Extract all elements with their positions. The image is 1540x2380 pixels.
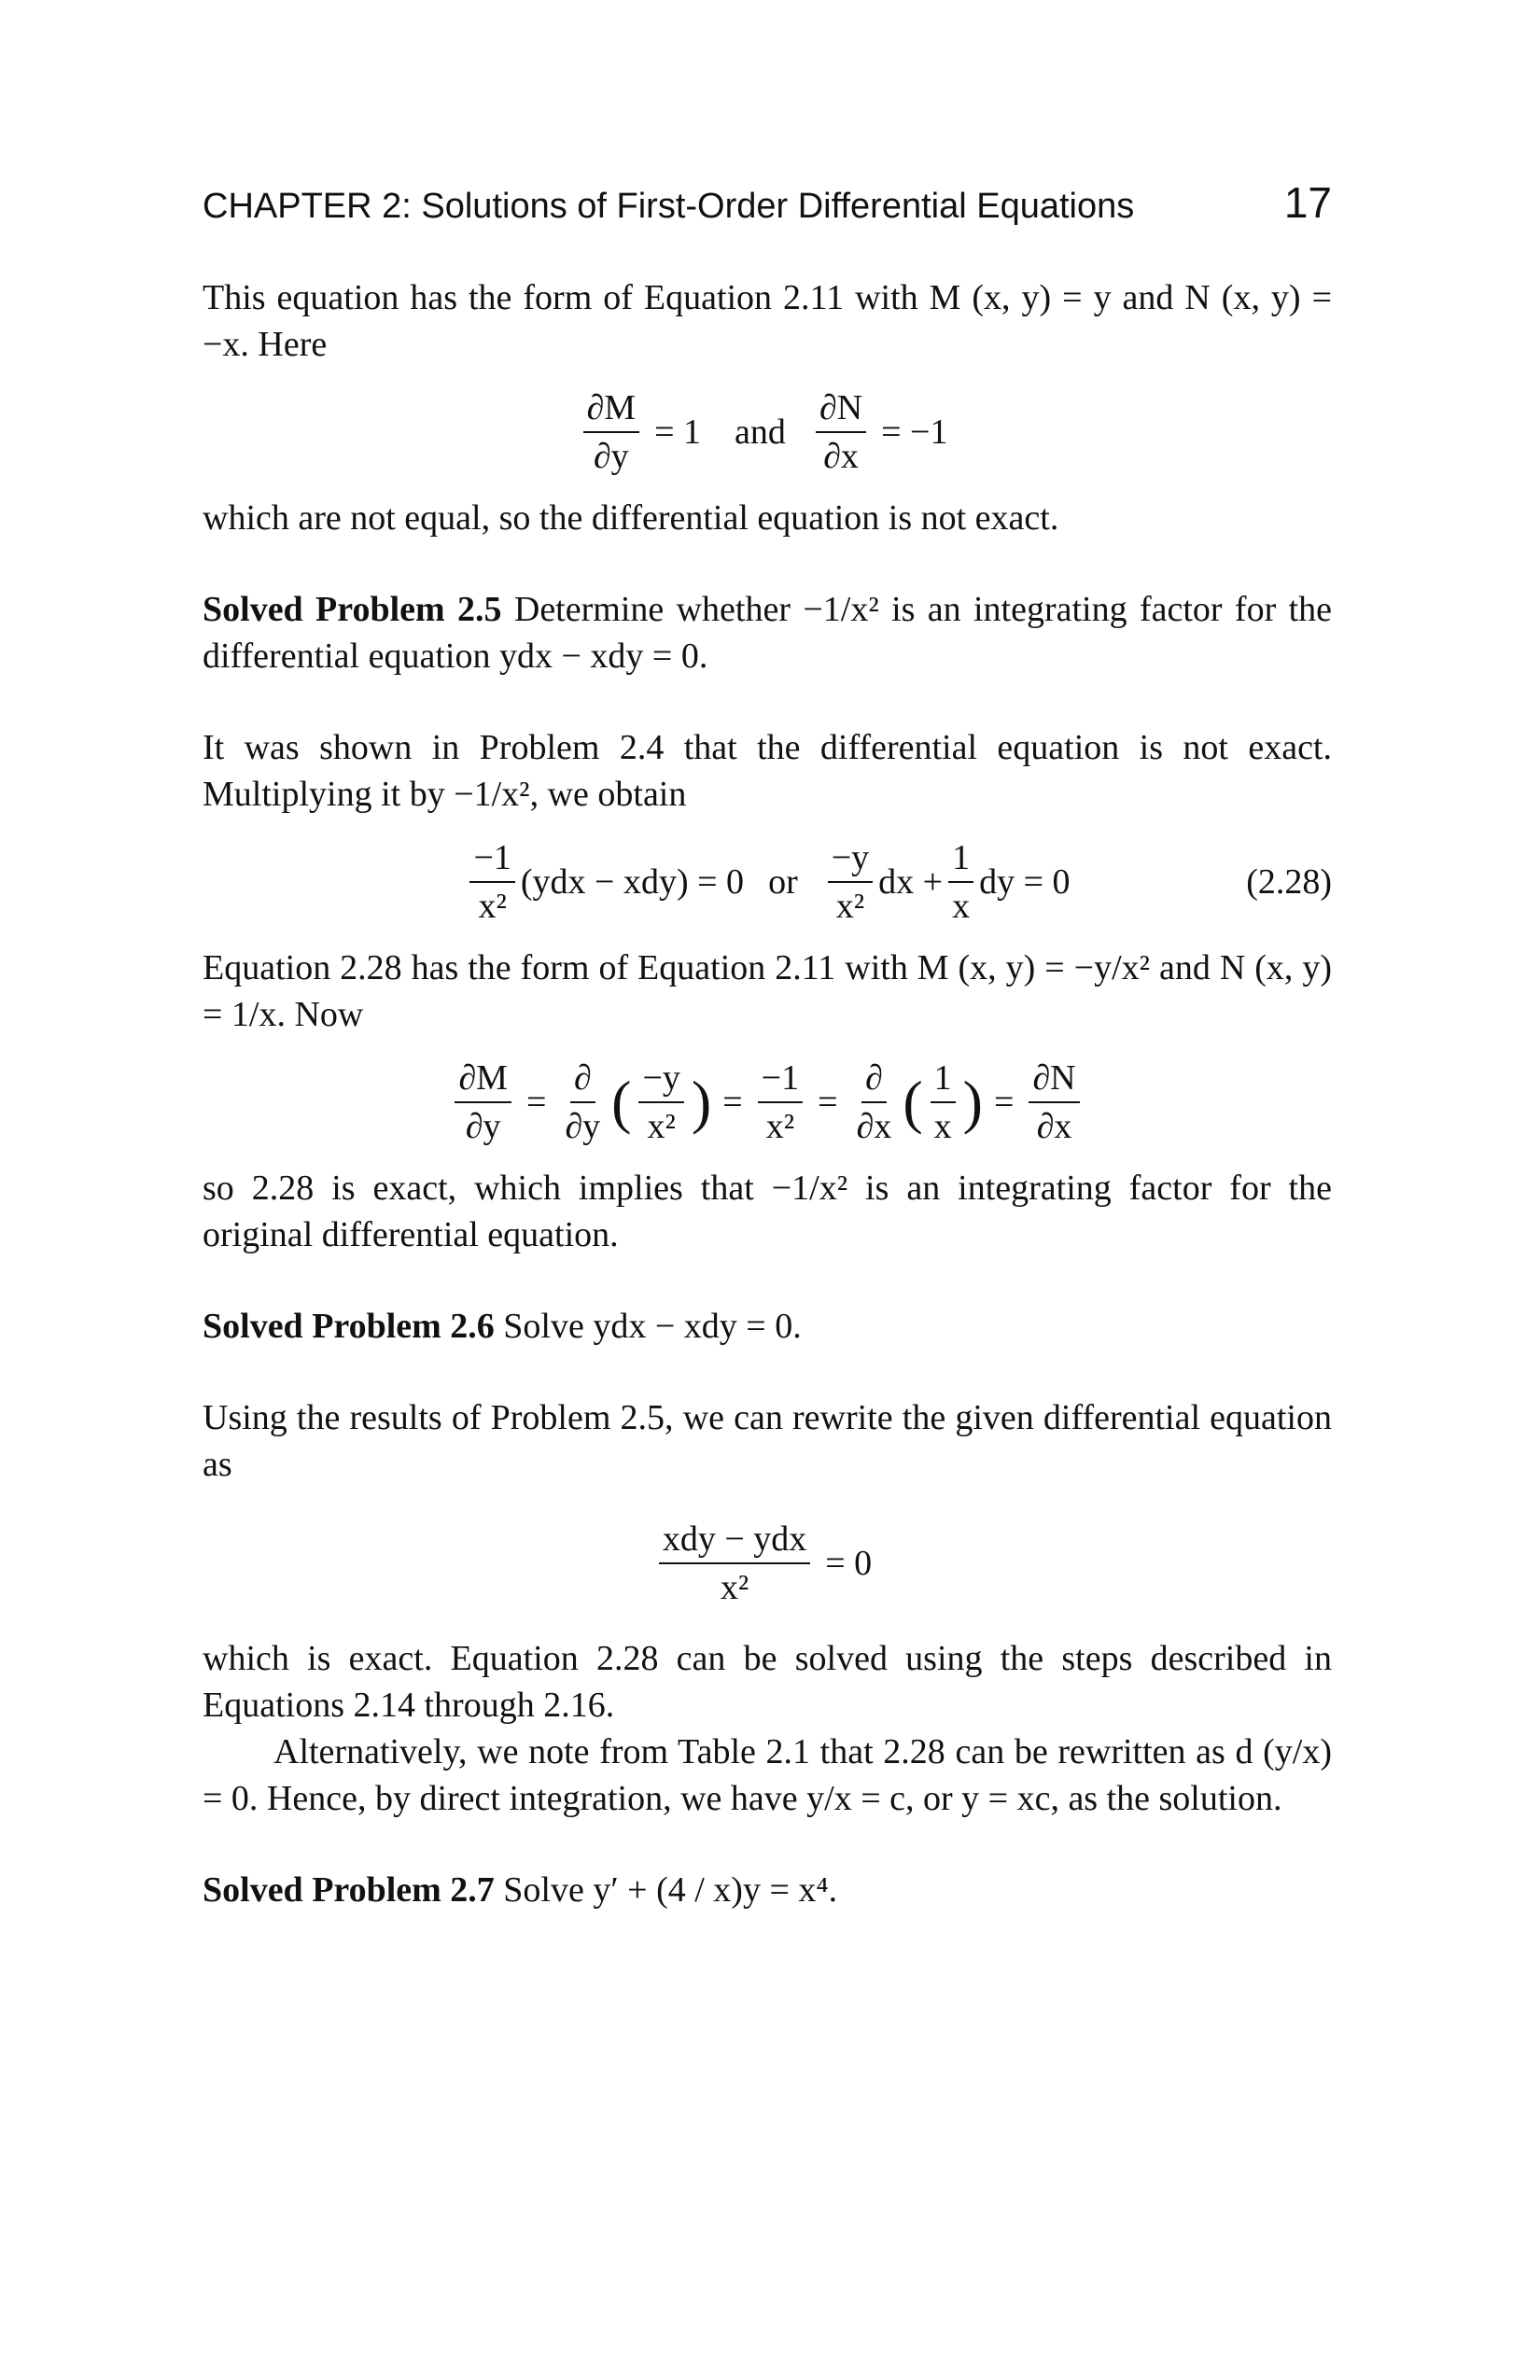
paragraph-4: Equation 2.28 has the form of Equation 2.11 with M (x, y) = −y/x² and N (x, y) = 1/x. Now bbox=[203, 948, 1332, 1034]
equation-2-28: $\frac{-1}{\text{x²}}$ (ydx − xdy) = 0 or $\frac{-y}{\text{x²}}$ dx + $\frac{1}{x}$ dy = 0 (2.28) bbox=[203, 838, 1332, 926]
paragraph-8: Alternatively, we note from Table 2.1 that 2.28 can be rewritten as d (y/x) = 0. Hence, by direct integration, we have y/x = c, or y = xc, as the solution. bbox=[203, 1732, 1332, 1818]
page-number: 17 bbox=[1283, 178, 1332, 227]
solved-problem-2-7-title: Solved Problem 2.7 bbox=[203, 1870, 495, 1910]
equation-number: (2.28) bbox=[1246, 862, 1332, 902]
equation-exactness-check: $\frac{\partial M}{\partial y}$ = $\frac{\partial}{\partial y}$ ( $\frac{-y}{\text{x²}}$ ) = $\frac{-1}{\text{x²}}$ = $\frac{\partial}{\partial x}$ ( $\frac{1}{x}$ ) = $\frac{\partial N}{\partial x}$ bbox=[203, 1058, 1332, 1146]
paragraph-5: so 2.28 is exact, which implies that −1/x² is an integrating factor for the original differential equation. bbox=[203, 1169, 1332, 1254]
paragraph-3: It was shown in Problem 2.4 that the differential equation is not exact. Multiplying it by −1/x², we obtain bbox=[203, 728, 1332, 814]
page bbox=[203, 177, 1332, 1913]
solved-problem-2-6-text: Solve ydx − xdy = 0. bbox=[503, 1307, 802, 1346]
solved-problem-2-5-text: Determine whether −1/x² is an integrating factor for the differential equation ydx − xdy = 0. bbox=[203, 590, 1333, 676]
solved-problem-2-6 bbox=[203, 1303, 1332, 1350]
fraction-dM-dy: $\frac{\partial M}{\partial y}$ bbox=[583, 388, 640, 476]
solved-problem-2-7-text: Solve y′ + (4 / x)y = x⁴. bbox=[503, 1870, 838, 1910]
equation-partials: $\frac{\partial M}{\partial y}$ = 1 and $\frac{\partial N}{\partial x}$ = −1 bbox=[203, 388, 1332, 476]
solved-problem-2-5 bbox=[203, 586, 1332, 679]
paragraph-1: This equation has the form of Equation 2.11 with M (x, y) = y and N (x, y) = −x. Here bbox=[203, 278, 1332, 364]
solved-problem-2-5-title: Solved Problem 2.5 bbox=[203, 590, 502, 629]
solved-problem-2-6-title: Solved Problem 2.6 bbox=[203, 1307, 495, 1346]
solved-problem-2-7 bbox=[203, 1867, 1332, 1913]
running-header bbox=[203, 177, 1332, 228]
fraction-dN-dx: $\frac{\partial N}{\partial x}$ bbox=[816, 388, 866, 476]
chapter-title: CHAPTER 2: Solutions of First-Order Differential Equations bbox=[203, 187, 1135, 226]
paragraph-7: which is exact. Equation 2.28 can be solved using the steps described in Equations 2.14 through 2.16. bbox=[203, 1639, 1332, 1725]
paragraph-2: which are not equal, so the differential equation is not exact. bbox=[203, 498, 1059, 538]
paragraph-6: Using the results of Problem 2.5, we can rewrite the given differential equation as bbox=[203, 1398, 1332, 1484]
equation-rewritten: $\frac{\text{xdy − ydx}}{\text{x²}}$ = 0 bbox=[203, 1519, 1332, 1607]
